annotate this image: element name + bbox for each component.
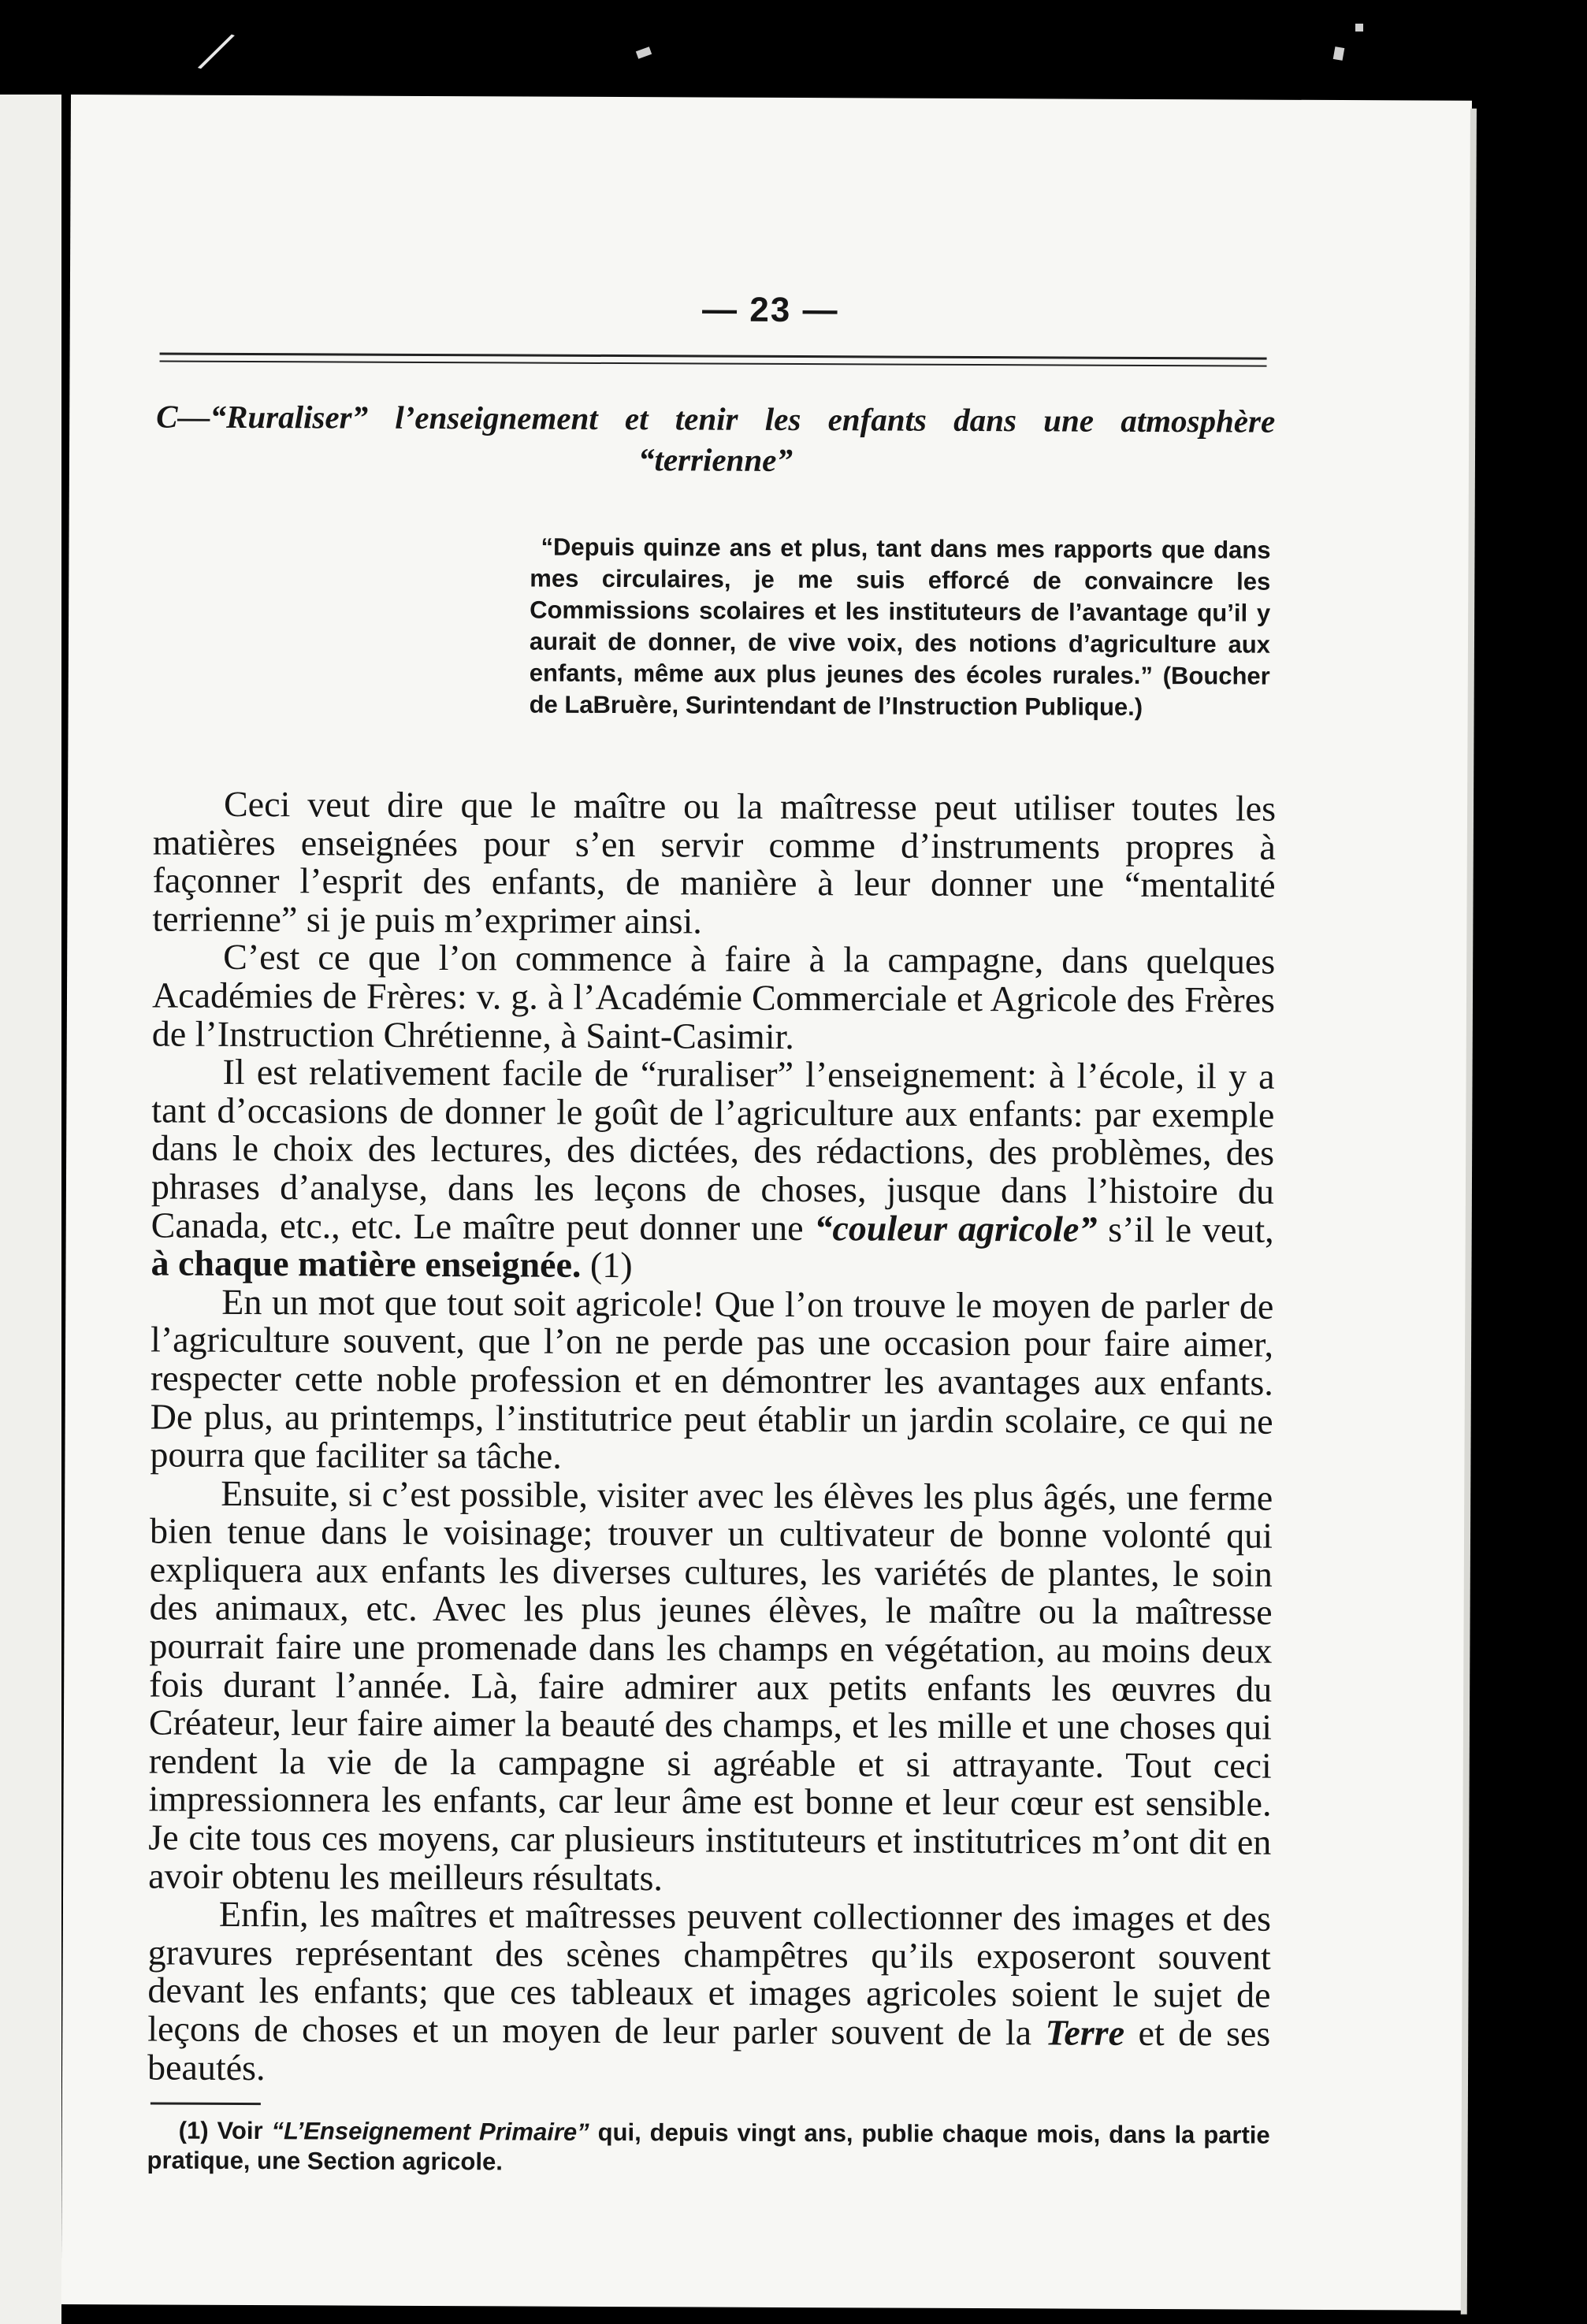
scan-artifact-speck [1355, 24, 1363, 32]
header-rule [160, 360, 1267, 366]
paragraph-text: Enfin, les maîtres et maîtresses peuvent collectionner des images et des gravures représentant des scènes champêtres qu’ils exposeront souvent devant les enfants; que ces tableaux et images agricoles soient le sujet de leçons de choses et un moyen de leur parler souvent de la [147, 1894, 1272, 2053]
header-rule [160, 352, 1267, 359]
paragraph: Ceci veut dire que le maître ou la maîtresse peut utiliser toutes les matières enseignées pour s’en servir comme d’instruments propres à façonner l’esprit des enfants, de manière à leur donner une “mentalité terrienne” si je puis m’exprimer ainsi. [152, 783, 1277, 941]
footnote-post: qui, depuis vingt ans, publie chaque mois, dans la partie pratique, une Section agricole. [147, 2118, 1270, 2176]
paragraph: Ensuite, si c’est possible, visiter avec les élèves les plus âgés, une ferme bien tenue dans le voisinage; trouver un cultivateur de bonne volonté qui expliquera aux enfants les diverses cultures, les variétés de plantes, le soin des animaux, etc. Avec les plus jeunes élèves, le maître ou la maîtresse pourrait faire une promenade dans les champs en végétation, au moins deux fois durant l’année. Là, faire admirer aux petits enfants les œuvres du Créateur, leur faire aimer la beauté des champs, et les mille et une choses qui rendent la vie de la campagne si agréable et si attrayante. Tout ceci impressionnera les enfants, car leur âme est bonne et leur cœur est sensible. Je cite tous ces moyens, car plusieurs instituteurs et institutrices m’ont dit en avoir obtenu les meilleurs résultats. [148, 1472, 1273, 1898]
bold-text: à chaque matière enseignée. [151, 1242, 582, 1285]
footnote-rule [151, 2102, 261, 2105]
paragraph [151, 1053, 1274, 1288]
section-heading-continued: “terrienne” [637, 441, 794, 479]
page-edge-shadow [1461, 109, 1477, 2315]
document-page [61, 95, 1472, 2311]
body-text [147, 785, 1276, 2091]
paragraph-text: Il est relativement facile de “ruraliser” l’enseignement: à l’école, il y a tant d’occasions de donner le goût de l’agriculture aux enfants: par exemple dans le choix des lectures, des dictées, des rédactions, des problèmes, des phrases d’analyse, dans les leçons de choses, jusque dans l’histoire du Canada, etc., etc. Le maître peut donner une [151, 1052, 1275, 1248]
scan-artifact-speck [636, 46, 652, 59]
paragraph-text: et de ses beautés. [147, 2012, 1271, 2088]
emphasis-text: Terre [1045, 2012, 1125, 2053]
footnote-reference: (1) [581, 1244, 633, 1286]
epigraph-text: “Depuis quinze ans et plus, tant dans mes rapports que dans mes circulaires, je me suis efforcé de convaincre les Commissions scolaires et les instituteurs de l’avantage qu’il y aurait de donner, de vive voix, des notions d’agriculture aux enfants, même aux plus jeunes des écoles rurales.” (Boucher de LaBruère, Surintendant de l’Instruction Publique.) [529, 533, 1271, 721]
epigraph-quote [530, 532, 1271, 724]
footnote-title: “L’Enseignement Primaire” [271, 2117, 589, 2146]
scan-artifact-mark: / [196, 15, 235, 87]
section-heading: C—“Ruraliser” l’enseignement et tenir les enfants dans une atmosphère [156, 398, 1276, 440]
emphasis-text: “couleur agricole” [814, 1207, 1098, 1249]
footnote [147, 2115, 1269, 2180]
previous-page-edge [0, 95, 61, 2324]
scan-artifact-speck [1333, 46, 1345, 61]
paragraph: C’est ce que l’on commence à faire à la campagne, dans quelques Académies de Frères: v. g. à l’Académie Commerciale et Agricole des Frères de l’Instruction Chrétienne, à Saint-Casimir. [151, 937, 1276, 1056]
paragraph [147, 1895, 1271, 2092]
footnote-marker: (1) [178, 2116, 209, 2144]
footnote-pre: Voir [208, 2116, 272, 2145]
paragraph: En un mot que tout soit agricole! Que l’on trouve le moyen de parler de l’agriculture souvent, que l’on ne perde pas une occasion pour faire aimer, respecter cette noble profession et en démontrer les avantages aux enfants. De plus, au printemps, l’institutrice peut établir un jardin scolaire, ce qui ne pourra que faciliter sa tâche. [150, 1281, 1274, 1476]
footnote-text [147, 2115, 1269, 2180]
page-number: — 23 — [702, 290, 839, 330]
paragraph-text: s’il le veut, [1097, 1208, 1274, 1250]
